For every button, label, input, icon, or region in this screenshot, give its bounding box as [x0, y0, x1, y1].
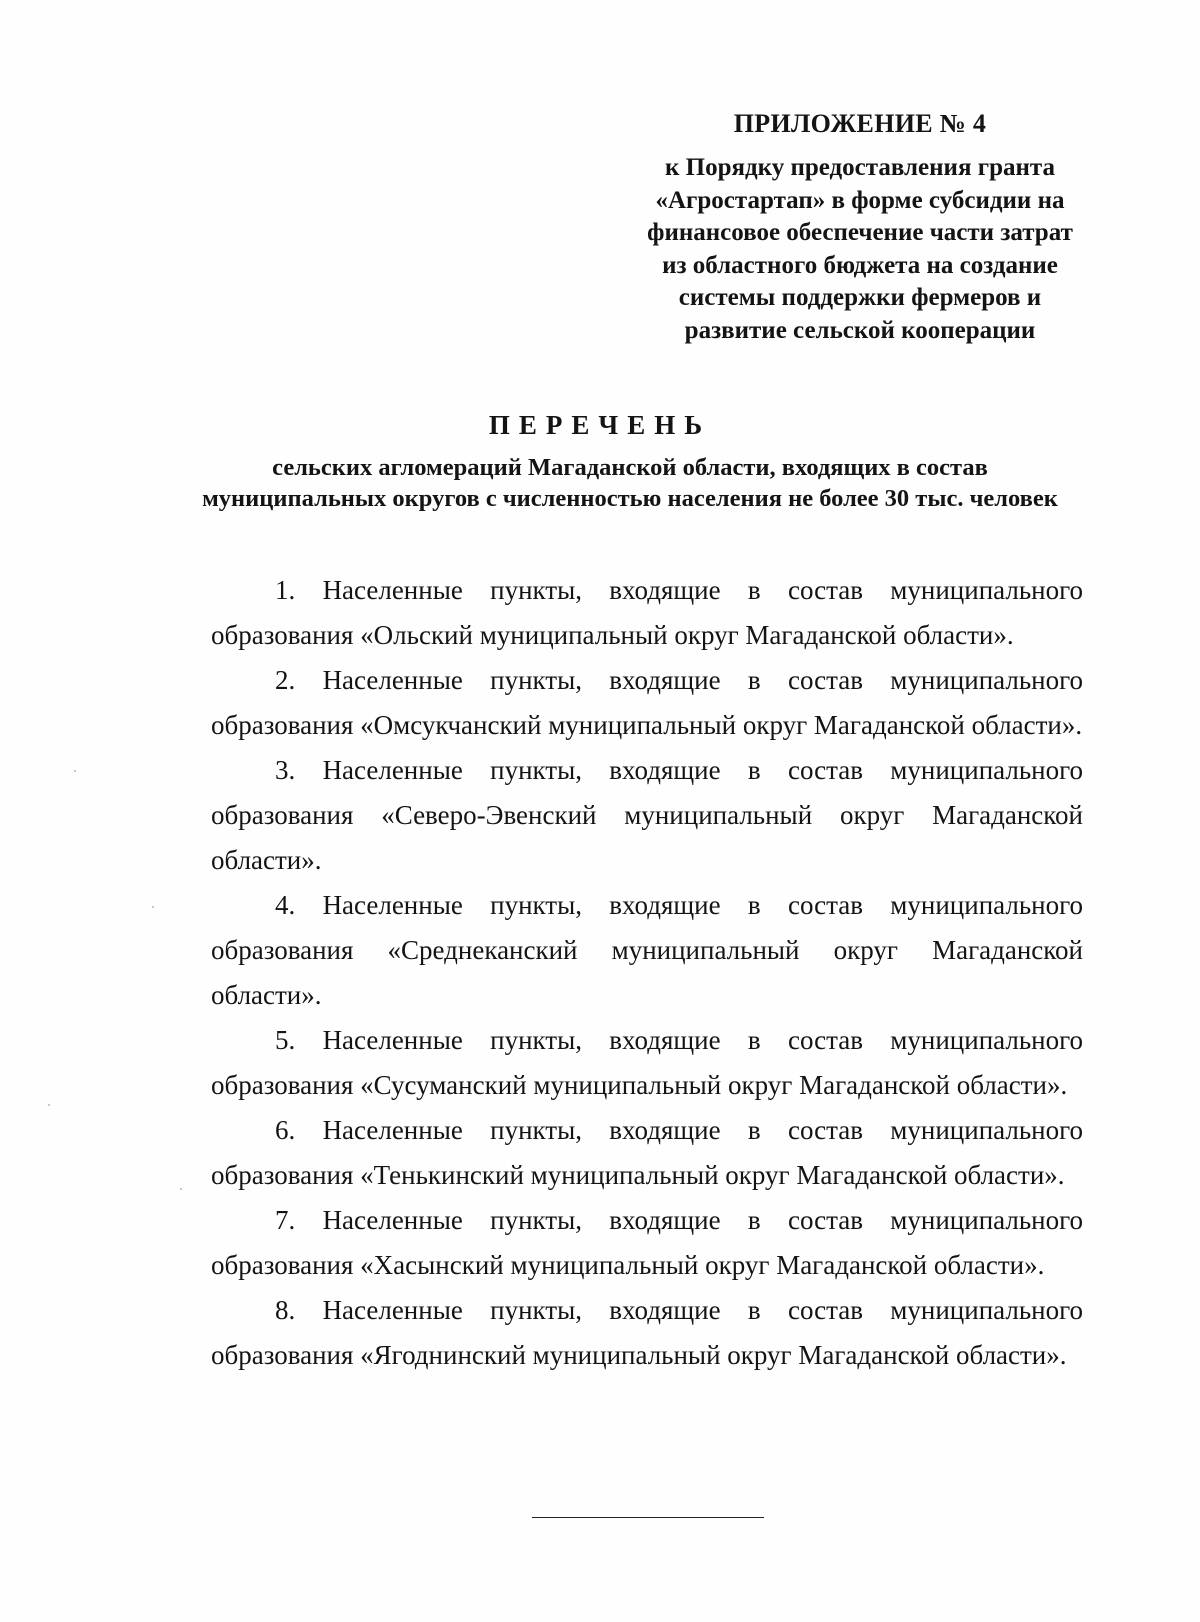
- list-item: 8. Населенные пункты, входящие в состав муниципального образования «Ягоднинский муниципальный округ Магаданской области».: [211, 1295, 1083, 1370]
- list-item: 3. Населенные пункты, входящие в состав муниципального образования «Северо-Эвенский муниципальный округ Магаданской области».: [211, 755, 1083, 875]
- list-item: 6. Населенные пункты, входящие в состав муниципального образования «Тенькинский муниципальный округ Магаданской области».: [211, 1115, 1083, 1190]
- list-item: 1. Населенные пункты, входящие в состав муниципального образования «Ольский муниципальный округ Магаданской области».: [211, 575, 1083, 650]
- scan-speck: [48, 1104, 50, 1106]
- appendix-header: [640, 108, 1080, 347]
- document-subheading: сельских агломераций Магаданской области, входящих в состав муниципальных округов с численностью населения не более 30 тыс. человек: [202, 454, 1058, 512]
- settlement-list: [211, 568, 1083, 1378]
- scan-speck: [180, 1188, 182, 1190]
- scan-speck: [152, 906, 154, 908]
- list-item: 7. Населенные пункты, входящие в состав муниципального образования «Хасынский муниципальный округ Магаданской области».: [211, 1205, 1083, 1280]
- appendix-subtitle: к Порядку предоставления гранта «Агростартап» в форме субсидии на финансовое обеспечение части затрат из областного бюджета на создание системы поддержки фермеров и развитие сельской кооперации: [647, 154, 1073, 344]
- document-heading: ПЕРЕЧЕНЬ: [488, 410, 712, 440]
- list-item: 4. Населенные пункты, входящие в состав муниципального образования «Среднеканский муниципальный округ Магаданской области».: [211, 890, 1083, 1010]
- list-item: 2. Населенные пункты, входящие в состав муниципального образования «Омсукчанский муниципальный округ Магаданской области».: [211, 665, 1083, 740]
- appendix-title: ПРИЛОЖЕНИЕ № 4: [733, 109, 987, 138]
- end-divider: [532, 1517, 764, 1518]
- list-item: 5. Населенные пункты, входящие в состав муниципального образования «Сусуманский муниципальный округ Магаданской области».: [211, 1025, 1083, 1100]
- scan-speck: [74, 770, 76, 772]
